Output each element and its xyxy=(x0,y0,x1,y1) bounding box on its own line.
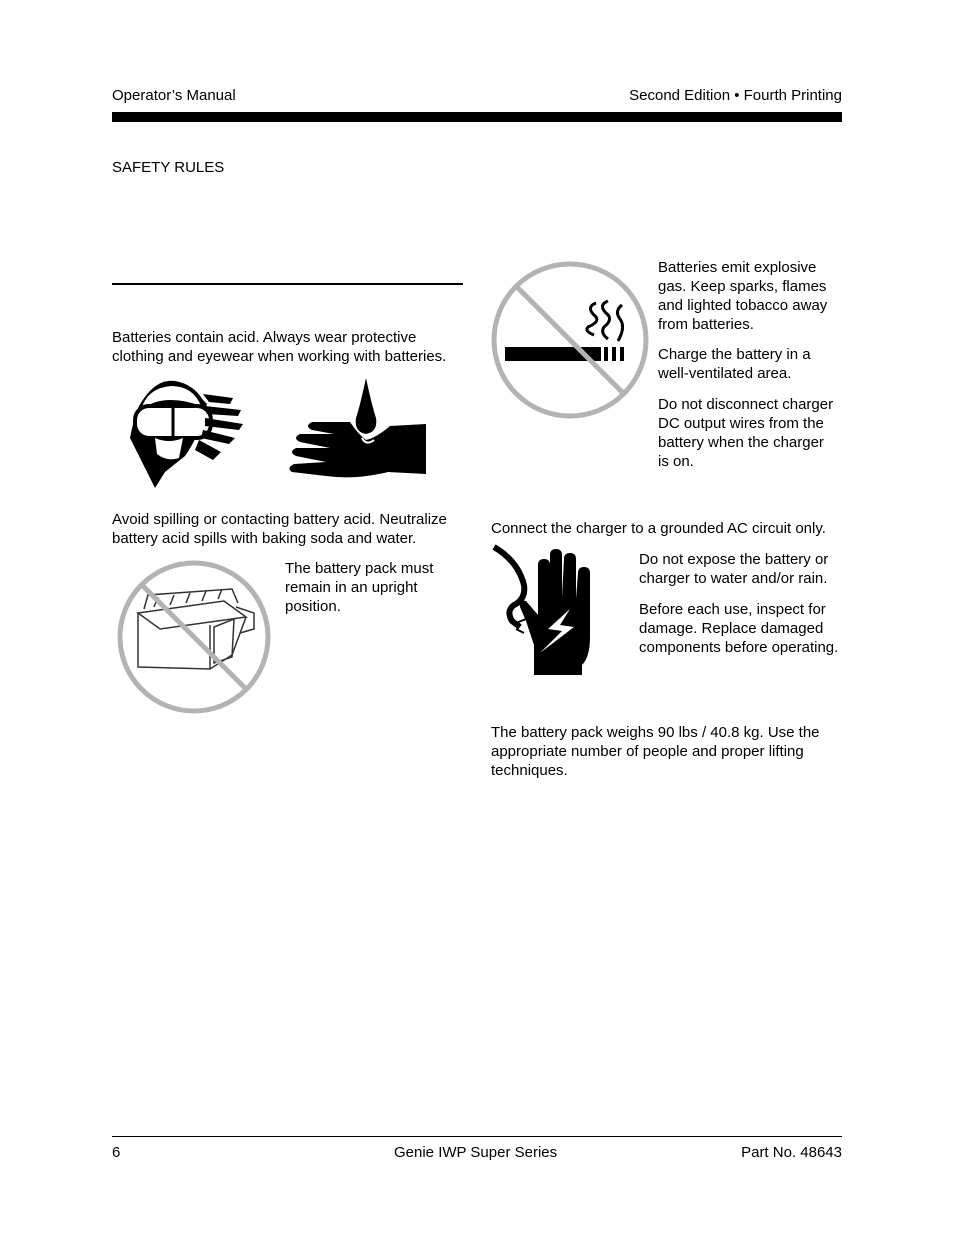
header-right: Second Edition • Fourth Printing xyxy=(629,87,842,104)
footer-product: Genie IWP Super Series xyxy=(394,1144,558,1161)
ventilation-text: Charge the battery in a well-ventilated area. xyxy=(658,346,811,382)
explosive-gas-text: Batteries emit explosive gas. Keep sparks, flames and lighted tobacco away from batteries. xyxy=(658,259,828,333)
page-number: 6 xyxy=(112,1144,121,1161)
upright-note-text: The battery pack must remain in an upright position. xyxy=(285,560,434,615)
footer-rule xyxy=(112,1136,842,1137)
left-column-rule xyxy=(112,283,463,285)
electric-shock-hand-icon xyxy=(490,541,596,677)
water-text: Do not expose the battery or charger to water and/or rain. xyxy=(639,551,829,587)
disconnect-text: Do not disconnect charger DC output wires from the battery when the charger is on. xyxy=(658,396,834,470)
inspect-text: Before each use, inspect for damage. Replace damaged components before operating. xyxy=(639,601,839,656)
protective-eyewear-icon xyxy=(125,376,250,494)
weight-text: The battery pack weighs 90 lbs / 40.8 kg. Use the appropriate number of people and proper lifting techniques. xyxy=(491,724,820,779)
no-smoking-icon xyxy=(490,261,650,421)
header-rule xyxy=(112,112,842,122)
footer-part-number: Part No. 48643 xyxy=(741,1144,842,1161)
grounded-circuit-text: Connect the charger to a grounded AC circuit only. xyxy=(491,520,826,537)
header-left: Operator’s Manual xyxy=(112,87,236,104)
acid-warning-text: Batteries contain acid. Always wear protective clothing and eyewear when working with batteries. xyxy=(112,329,447,365)
battery-upright-prohibited-icon xyxy=(114,557,274,717)
spill-warning-text: Avoid spilling or contacting battery acid. Neutralize battery acid spills with baking soda and water. xyxy=(112,511,447,547)
acid-drop-hand-icon xyxy=(286,376,428,486)
section-title: SAFETY RULES xyxy=(112,159,225,176)
